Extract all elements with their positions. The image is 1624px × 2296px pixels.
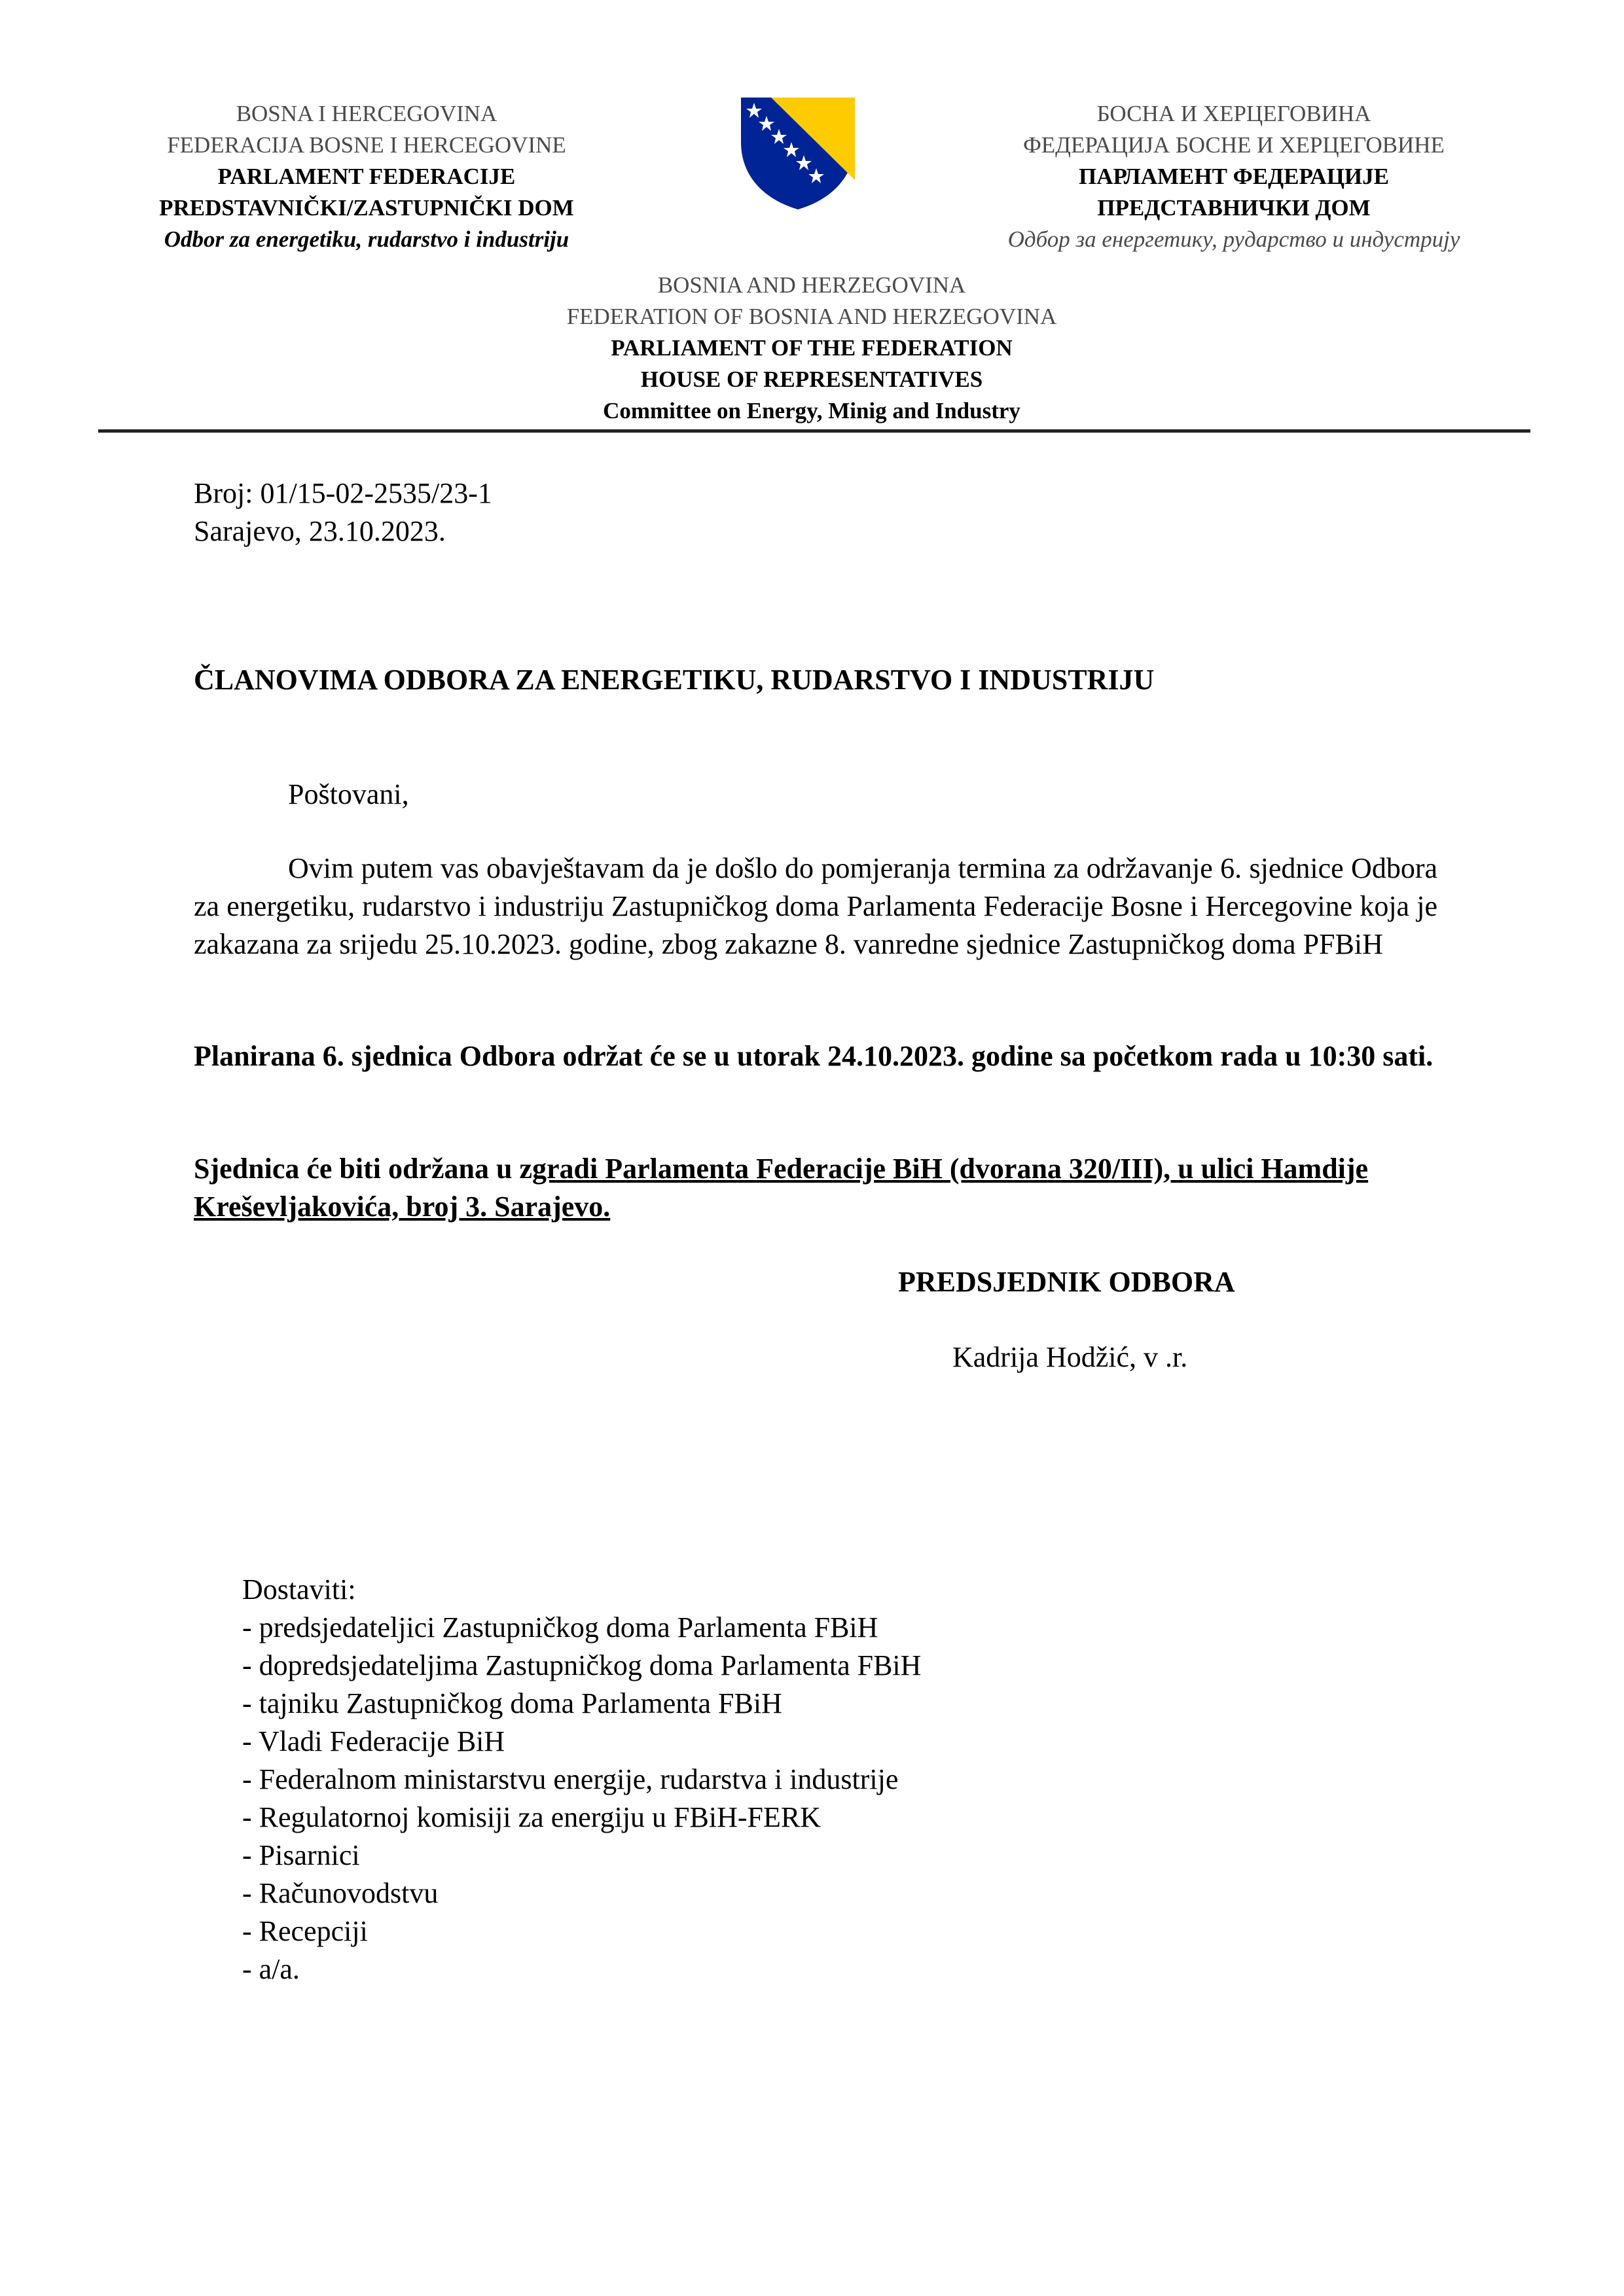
header-left-block (98, 98, 635, 255)
distribution-list (242, 1609, 921, 1988)
venue-notice (194, 1150, 1437, 1226)
header-center-block (419, 270, 1204, 427)
coat-of-arms-icon (738, 95, 857, 211)
venue-prefix: Sjednica će biti održana u z (194, 1153, 532, 1185)
header-divider (98, 429, 1530, 433)
header-right-country: БОСНА И ХЕРЦЕГОВИНА (1096, 101, 1371, 126)
recipient-heading: ČLANOVIMA ODBORA ZA ENERGETIKU, RUDARSTVO I INDUSTRIJU (194, 664, 1155, 696)
list-item: - a/a. (242, 1953, 300, 1985)
signature-name: Kadrija Hodžić, v .r. (952, 1341, 1188, 1373)
distribution-heading: Dostaviti: (242, 1573, 356, 1605)
list-item: - Regulatornoj komisiji za energiju u FBiH-FERK (242, 1801, 821, 1833)
header-center-committee: Committee on Energy, Minig and Industry (603, 398, 1020, 423)
body-paragraph (194, 850, 1437, 963)
list-item: - Pisarnici (242, 1839, 360, 1871)
reference-number: Broj: 01/15-02-2535/23-1 (194, 477, 492, 509)
header-center-federation: FEDERATION OF BOSNIA AND HERZEGOVINA (566, 304, 1057, 329)
venue-address: gradi Parlamenta Federacije BiH (dvorana 320/III), u ulici Hamdije Kreševljakovića, broj 3. Sarajevo. (194, 1153, 1369, 1223)
list-item: - Recepciji (242, 1915, 368, 1947)
list-item: - predsjedateljici Zastupničkog doma Parlamenta FBiH (242, 1611, 878, 1643)
body-paragraph-text: Ovim putem vas obavještavam da je došlo do pomjeranja termina za održavanje 6. sjednice Odbora za energetiku, rudarstvo i industriju Zastupničkog doma Parlamenta Federacije Bosne i Hercegovine koja je zakazana za srijedu 25.10.2023. godine, zbog zakazne 8. vanredne sjednice Zastupničkog doma PFBiH (194, 852, 1437, 960)
header-right-block (929, 98, 1538, 255)
header-left-country: BOSNA I HERCEGOVINA (236, 101, 497, 126)
header-right-committee: Одбор за енергетику, рударство и индустрију (1007, 226, 1460, 252)
list-item: - dopredsjedateljima Zastupničkog doma Parlamenta FBiH (242, 1649, 922, 1681)
header-right-house: ПРЕДСТАВНИЧКИ ДОМ (1097, 195, 1371, 221)
header-left-house: PREDSTAVNIČKI/ZASTUPNIČKI DOM (159, 195, 574, 221)
reference-place-date: Sarajevo, 23.10.2023. (194, 515, 446, 547)
header-center-country: BOSNIA AND HERZEGOVINA (657, 272, 966, 298)
list-item: - Računovodstvu (242, 1877, 439, 1909)
header-left-federation: FEDERACIJA BOSNE I HERCEGOVINE (167, 132, 566, 158)
header-right-federation: ФЕДЕРАЦИЈА БОСНЕ И ХЕРЦЕГОВИНЕ (1023, 132, 1445, 158)
header-left-committee: Odbor za energetiku, rudarstvo i industriju (164, 226, 569, 252)
header-center-house: HOUSE OF REPRESENTATIVES (640, 367, 983, 392)
header-right-parliament: ПАРЛАМЕНТ ФЕДЕРАЦИЈЕ (1079, 164, 1389, 189)
planned-session-notice: Planirana 6. sjednica Odbora održat će se u utorak 24.10.2023. godine sa početkom rada u 10:30 sati. (194, 1040, 1434, 1072)
greeting: Poštovani, (288, 778, 409, 810)
header-left-parliament: PARLAMENT FEDERACIJE (217, 164, 516, 189)
reference-block (194, 475, 492, 550)
list-item: - Vladi Federacije BiH (242, 1725, 505, 1757)
list-item: - Federalnom ministarstvu energije, rudarstva i industrije (242, 1763, 899, 1795)
list-item: - tajniku Zastupničkog doma Parlamenta FBiH (242, 1687, 782, 1719)
header-center-parliament: PARLIAMENT OF THE FEDERATION (611, 335, 1013, 361)
signature-title: PREDSJEDNIK ODBORA (898, 1266, 1235, 1298)
